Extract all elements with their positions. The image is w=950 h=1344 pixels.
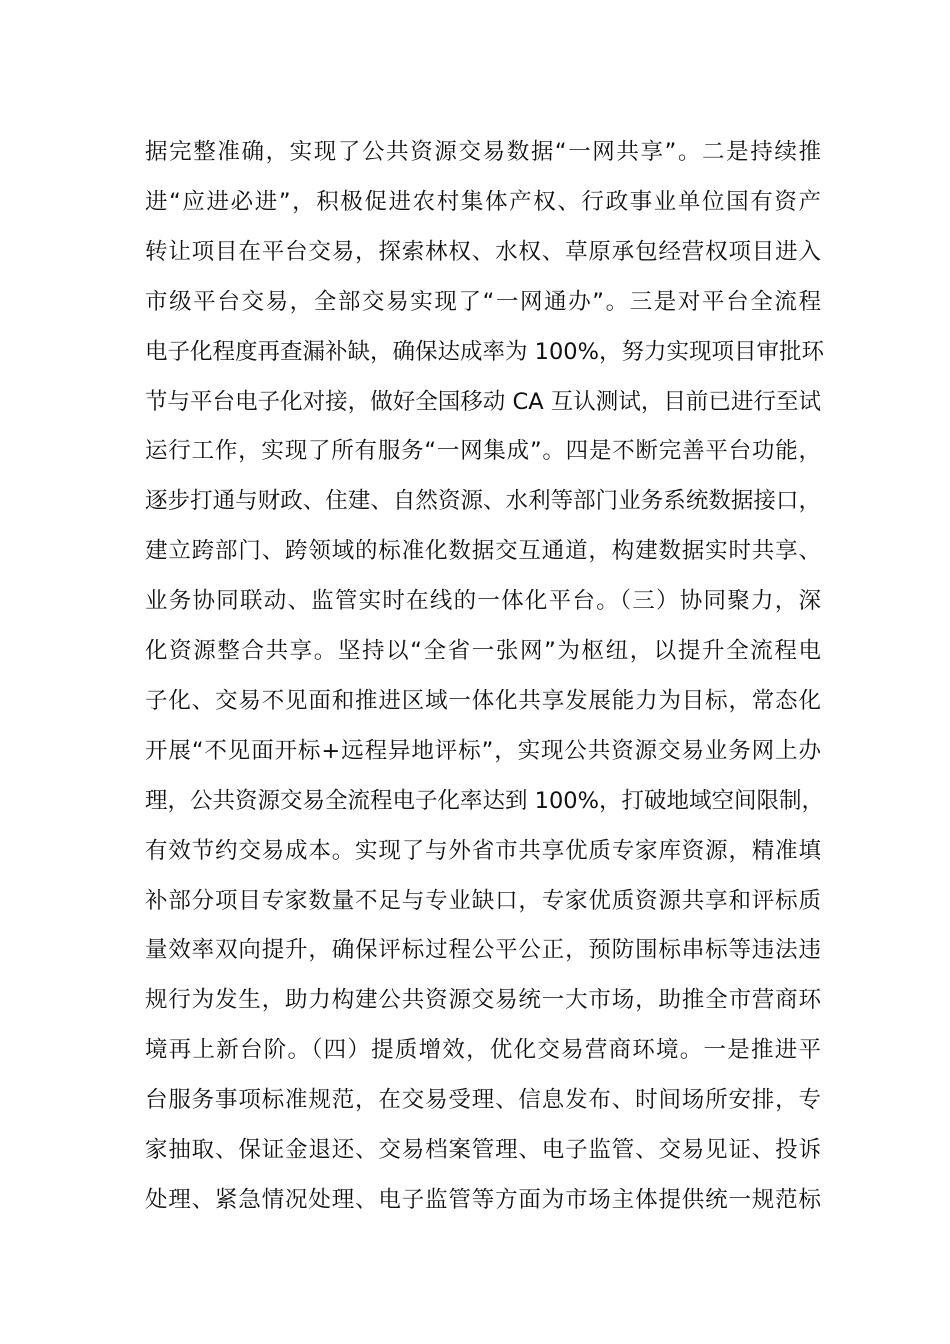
- text-line: 转让项目在平台交易，探索林权、水权、草原承包经营权项目进入: [145, 238, 821, 265]
- text-line: 节与平台电子化对接，做好全国移动 CA 互认测试，目前已进行至试: [145, 388, 821, 415]
- text-line: 台服务事项标准规范，在交易受理、信息发布、时间场所安排，专: [145, 1087, 821, 1114]
- text-line: 运行工作，实现了所有服务“一网集成”。四是不断完善平台功能，: [145, 438, 821, 465]
- text-line: 化资源整合共享。坚持以“全省一张网”为枢纽，以提升全流程电: [145, 638, 821, 664]
- text-line: 规行为发生，助力构建公共资源交易统一大市场，助推全市营商环: [145, 987, 821, 1014]
- text-line: 处理、紧急情况处理、电子监管等方面为市场主体提供统一规范标: [145, 1186, 821, 1213]
- text-line: 补部分项目专家数量不足与专业缺口，专家优质资源共享和评标质: [145, 887, 821, 914]
- text-line: 子化、交易不见面和推进区域一体化共享发展能力为目标，常态化: [145, 687, 821, 714]
- text-line: 建立跨部门、跨领域的标准化数据交互通道，构建数据实时共享、: [145, 538, 821, 565]
- text-line: 据完整准确，实现了公共资源交易数据“一网共享”。二是持续推: [145, 139, 821, 165]
- text-line: 家抽取、保证金退还、交易档案管理、电子监管、交易见证、投诉: [145, 1137, 821, 1163]
- text-line: 量效率双向提升，确保评标过程公平公正，预防围标串标等违法违: [145, 937, 821, 964]
- text-line: 市级平台交易，全部交易实现了“一网通办”。三是对平台全流程: [145, 288, 821, 315]
- text-line: 进“应进必进”，积极促进农村集体产权、行政事业单位国有资产: [145, 188, 821, 215]
- text-line: 理，公共资源交易全流程电子化率达到 100%，打破地域空间限制，: [145, 787, 824, 814]
- text-line: 电子化程度再查漏补缺，确保达成率为 100%，努力实现项目审批环: [145, 338, 824, 365]
- text-line: 境再上新台阶。（四）提质增效，优化交易营商环境。一是推进平: [145, 1037, 821, 1064]
- text-line: 逐步打通与财政、住建、自然资源、水利等部门业务系统数据接口，: [145, 488, 821, 515]
- text-line: 开展“不见面开标+远程异地评标”，实现公共资源交易业务网上办: [145, 737, 821, 764]
- text-line: 有效节约交易成本。实现了与外省市共享优质专家库资源，精准填: [145, 837, 821, 864]
- text-line: 业务协同联动、监管实时在线的一体化平台。（三）协同聚力，深: [145, 588, 821, 615]
